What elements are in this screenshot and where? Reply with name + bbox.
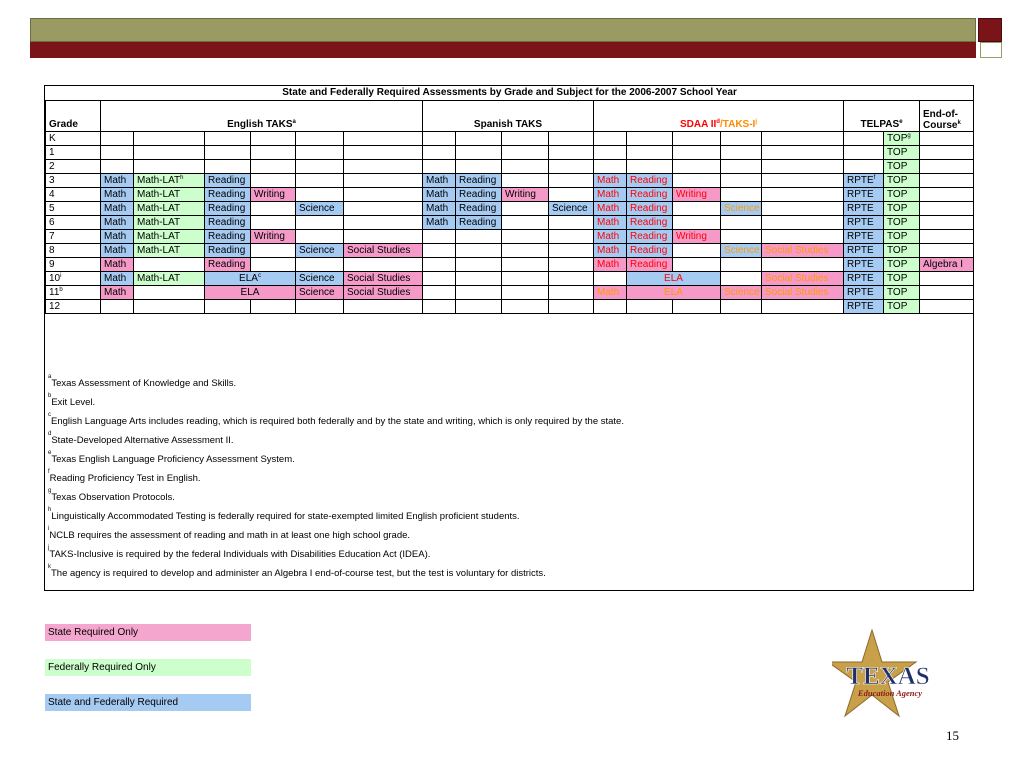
ela-cell: ELA — [205, 286, 296, 300]
math-cell: Math — [101, 272, 134, 286]
grade-cell: 3 — [46, 174, 101, 188]
math-cell: Math — [101, 286, 134, 300]
table-title: State and Federally Required Assessments by Grade and Subject for the 2006-2007 School Year — [46, 86, 974, 101]
sdaa-social-studies-cell: Social Studies — [762, 272, 844, 286]
math-cell: Math — [101, 188, 134, 202]
rpte-cell: RPTE — [844, 202, 884, 216]
reading-cell: Reading — [456, 174, 502, 188]
sdaa-science-cell: Science — [721, 286, 762, 300]
writing-cell: Writing — [251, 230, 296, 244]
science-cell: Science — [296, 272, 344, 286]
legend-state-and-federal: State and Federally Required — [45, 694, 251, 711]
reading-cell: Reading — [456, 216, 502, 230]
header-corner-box — [978, 18, 1002, 42]
math-lat-cell: Math-LAT — [134, 202, 205, 216]
table-row — [46, 132, 974, 146]
sdaa-math-cell: Math — [594, 188, 627, 202]
rpte-cell: RPTE — [844, 286, 884, 300]
grade-cell: 10$^i$ — [46, 272, 101, 286]
footnotes — [48, 374, 948, 583]
table-header-row — [46, 101, 974, 132]
footnote: $^b$Exit Level. — [48, 393, 96, 408]
footnote: $^a$Texas Assessment of Knowledge and Skills. — [48, 374, 237, 389]
science-cell: Science — [296, 286, 344, 300]
sdaa-reading-cell: Reading — [627, 230, 673, 244]
sdaa-social-studies-cell: Social Studies — [762, 286, 844, 300]
grade-cell: 1 — [46, 146, 101, 160]
reading-cell: Reading — [205, 216, 251, 230]
footnote: $^f$Reading Proficiency Test in English. — [48, 469, 201, 484]
header-corner-tail — [980, 42, 1002, 58]
rpte-cell: RPTE — [844, 300, 884, 314]
footnote: $^e$Texas English Language Proficiency Assessment System. — [48, 450, 295, 465]
logo-agency: Education Agency — [857, 688, 923, 698]
top-cell: TOP — [884, 160, 920, 174]
header-telpas: TELPAS$^e$ — [844, 101, 920, 132]
grade-cell: 7 — [46, 230, 101, 244]
sdaa-math-cell: Math — [594, 202, 627, 216]
math-lat-cell: Math-LAT — [134, 244, 205, 258]
math-cell: Math — [423, 202, 456, 216]
reading-cell: Reading — [205, 230, 251, 244]
math-cell: Math — [101, 244, 134, 258]
legend-federal-only: Federally Required Only — [45, 659, 251, 676]
rpte-cell: RPTE — [844, 272, 884, 286]
header-grade: Grade — [46, 101, 101, 132]
writing-cell: Writing — [251, 188, 296, 202]
top-cell: TOP — [884, 216, 920, 230]
ela-cell: ELA$^c$ — [205, 272, 296, 286]
table-row — [46, 300, 974, 314]
math-lat-cell: Math-LAT$^h$ — [134, 174, 205, 188]
top-cell: TOP$^g$ — [884, 132, 920, 146]
table-row — [46, 258, 974, 272]
tea-logo — [832, 628, 947, 718]
grade-cell: K — [46, 132, 101, 146]
math-cell: Math — [423, 216, 456, 230]
top-cell: TOP — [884, 244, 920, 258]
table-row — [46, 244, 974, 258]
math-cell: Math — [101, 174, 134, 188]
social-studies-cell: Social Studies — [344, 286, 423, 300]
math-lat-cell: Math-LAT — [134, 230, 205, 244]
sdaa-math-cell: Math — [594, 174, 627, 188]
table-row — [46, 188, 974, 202]
header-bar-red — [30, 42, 976, 58]
table-row — [46, 272, 974, 286]
sdaa-math-cell: Math — [594, 230, 627, 244]
science-cell: Science — [296, 202, 344, 216]
rpte-cell: RPTE — [844, 188, 884, 202]
footnote: $^i$NCLB requires the assessment of reading and math in at least one high school grade. — [48, 526, 411, 541]
header-bar-olive — [30, 18, 976, 42]
top-cell: TOP — [884, 300, 920, 314]
grade-cell: 5 — [46, 202, 101, 216]
reading-cell: Reading — [205, 258, 251, 272]
top-cell: TOP — [884, 258, 920, 272]
sdaa-math-cell: Math — [594, 258, 627, 272]
social-studies-cell: Social Studies — [344, 244, 423, 258]
sdaa-math-cell: Math — [594, 216, 627, 230]
table-row — [46, 202, 974, 216]
reading-cell: Reading — [205, 174, 251, 188]
sdaa-math-cell: Math — [594, 244, 627, 258]
table-row — [46, 146, 974, 160]
sdaa-reading-cell: Reading — [627, 258, 673, 272]
sdaa-science-cell: Science — [721, 202, 762, 216]
sdaa-social-studies-cell: Social Studies — [762, 244, 844, 258]
footnote: $^c$English Language Arts includes reading, which is required both federally and by the state and writing, which is only required by the state. — [48, 412, 624, 427]
footnote: $^g$Texas Observation Protocols. — [48, 488, 175, 503]
social-studies-cell: Social Studies — [344, 272, 423, 286]
science-cell: Science — [296, 244, 344, 258]
page-number: 15 — [946, 728, 959, 743]
footnote: $^d$State-Developed Alternative Assessment II. — [48, 431, 234, 446]
math-cell: Math — [423, 188, 456, 202]
table-title-row — [46, 86, 974, 101]
logo-texas: TEXAS — [846, 663, 930, 690]
math-cell: Math — [423, 174, 456, 188]
grade-cell: 9 — [46, 258, 101, 272]
algebra-cell: Algebra I — [920, 258, 974, 272]
header-sdaa-taksi: SDAA $II^d/TAKS-I^j$ — [594, 101, 844, 132]
footnote: $^h$Linguistically Accommodated Testing is federally required for state-exempted limited English proficient students. — [48, 507, 520, 522]
header-english-taks: English TAKS$^a$ — [101, 101, 423, 132]
header-end-of-course: End-of- Course$^k$ — [920, 101, 974, 132]
top-cell: TOP — [884, 174, 920, 188]
rpte-cell: RPTE — [844, 216, 884, 230]
math-lat-cell: Math-LAT — [134, 272, 205, 286]
sdaa-math-cell: Math — [594, 286, 627, 300]
sdaa-ela-cell: ELA — [627, 272, 721, 286]
grade-cell: 8 — [46, 244, 101, 258]
table-row — [46, 216, 974, 230]
grade-cell: 12 — [46, 300, 101, 314]
writing-cell: Writing — [502, 188, 549, 202]
footnote: $^j$TAKS-Inclusive is required by the federal Individuals with Disabilities Education Act (IDEA). — [48, 545, 431, 560]
sdaa-writing-cell: Writing — [673, 188, 721, 202]
rpte-cell: RPTE — [844, 258, 884, 272]
top-cell: TOP — [884, 146, 920, 160]
math-cell: Math — [101, 202, 134, 216]
top-cell: TOP — [884, 286, 920, 300]
assessments-table — [45, 86, 974, 314]
math-cell: Math — [101, 216, 134, 230]
rpte-cell: RPTE$^f$ — [844, 174, 884, 188]
header-spanish-taks: Spanish TAKS — [423, 101, 594, 132]
math-cell: Math — [101, 258, 134, 272]
footnote: $^k$The agency is required to develop and administer an Algebra I end-of-course test, but the test is voluntary for districts. — [48, 564, 546, 579]
reading-cell: Reading — [205, 202, 251, 216]
sdaa-ela-cell: ELA — [627, 286, 721, 300]
grade-cell: 4 — [46, 188, 101, 202]
grade-cell: 2 — [46, 160, 101, 174]
table-row — [46, 174, 974, 188]
rpte-cell: RPTE — [844, 244, 884, 258]
sdaa-reading-cell: Reading — [627, 188, 673, 202]
sdaa-reading-cell: Reading — [627, 202, 673, 216]
sdaa-science-cell: Science — [721, 244, 762, 258]
math-cell: Math — [101, 230, 134, 244]
table-row — [46, 286, 974, 300]
table-row — [46, 160, 974, 174]
sdaa-writing-cell: Writing — [673, 230, 721, 244]
top-cell: TOP — [884, 272, 920, 286]
reading-cell: Reading — [205, 244, 251, 258]
science-cell: Science — [549, 202, 594, 216]
reading-cell: Reading — [456, 202, 502, 216]
grade-cell: 11$^b$ — [46, 286, 101, 300]
sdaa-reading-cell: Reading — [627, 216, 673, 230]
table-row — [46, 230, 974, 244]
top-cell: TOP — [884, 202, 920, 216]
rpte-cell: RPTE — [844, 230, 884, 244]
reading-cell: Reading — [205, 188, 251, 202]
math-lat-cell: Math-LAT — [134, 216, 205, 230]
grade-cell: 6 — [46, 216, 101, 230]
top-cell: TOP — [884, 188, 920, 202]
math-lat-cell: Math-LAT — [134, 188, 205, 202]
legend-state-only: State Required Only — [45, 624, 251, 641]
top-cell: TOP — [884, 230, 920, 244]
reading-cell: Reading — [456, 188, 502, 202]
sdaa-reading-cell: Reading — [627, 244, 673, 258]
sdaa-reading-cell: Reading — [627, 174, 673, 188]
